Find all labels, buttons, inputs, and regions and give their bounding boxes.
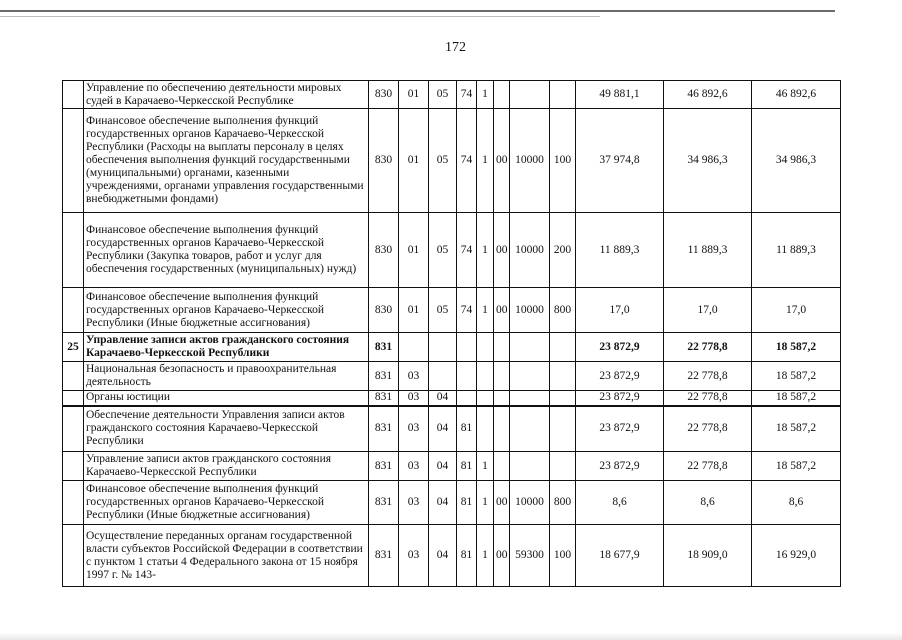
amount-year-1: 37 974,8 xyxy=(576,109,664,213)
code-vr: 100 xyxy=(550,525,576,587)
code-direction xyxy=(510,406,550,452)
code-program xyxy=(457,362,477,391)
code-rz: 03 xyxy=(399,481,429,525)
code-pr: 05 xyxy=(429,288,457,333)
code-direction: 10000 xyxy=(510,288,550,333)
top-border-line-faint xyxy=(0,16,600,17)
row-index xyxy=(63,213,84,288)
code-ved: 831 xyxy=(369,525,399,587)
code-vr: 800 xyxy=(550,481,576,525)
row-index: 25 xyxy=(63,333,84,362)
table-row xyxy=(63,391,841,406)
code-ved: 830 xyxy=(369,81,399,109)
code-vr xyxy=(550,406,576,452)
code-direction xyxy=(510,391,550,406)
code-program: 74 xyxy=(457,288,477,333)
row-name: Управление записи актов гражданского состояния Карачаево-Черкесской Республики xyxy=(84,333,369,362)
code-program xyxy=(457,391,477,406)
code-ved: 830 xyxy=(369,213,399,288)
code-direction: 10000 xyxy=(510,481,550,525)
table-row xyxy=(63,109,841,213)
row-name: Обеспечение деятельности Управления записи актов гражданского состояния Карачаево-Черкесской Республики xyxy=(84,406,369,452)
amount-year-2: 46 892,6 xyxy=(664,81,752,109)
code-pr xyxy=(429,333,457,362)
amount-year-1: 23 872,9 xyxy=(576,452,664,481)
amount-year-1: 23 872,9 xyxy=(576,391,664,406)
code-vr xyxy=(550,81,576,109)
code-program: 74 xyxy=(457,213,477,288)
row-index xyxy=(63,109,84,213)
code-subprogram: 1 xyxy=(477,452,494,481)
code-rz: 01 xyxy=(399,109,429,213)
code-ved: 831 xyxy=(369,362,399,391)
code-program: 74 xyxy=(457,81,477,109)
code-subprogram xyxy=(477,391,494,406)
row-name: Финансовое обеспечение выполнения функций государственных органов Карачаево-Черкесской Республики (Закупка товаров, работ и услуг для обеспечения государственных (муниципальных) нужд) xyxy=(84,213,369,288)
code-pr: 05 xyxy=(429,213,457,288)
row-name: Осуществление переданных органам государственной власти субъектов Российской Федерации в соответствии с пунктом 1 статьи 4 Федерального закона от 15 ноября 1997 г. № 143- xyxy=(84,525,369,587)
amount-year-1: 23 872,9 xyxy=(576,362,664,391)
row-index xyxy=(63,481,84,525)
row-name: Финансовое обеспечение выполнения функций государственных органов Карачаево-Черкесской Республики (Иные бюджетные ассигнования) xyxy=(84,481,369,525)
code-main-event xyxy=(494,406,510,452)
code-program: 81 xyxy=(457,525,477,587)
code-main-event: 00 xyxy=(494,109,510,213)
amount-year-3: 18 587,2 xyxy=(752,391,841,406)
code-vr xyxy=(550,391,576,406)
code-subprogram: 1 xyxy=(477,213,494,288)
code-pr: 04 xyxy=(429,406,457,452)
code-direction: 59300 xyxy=(510,525,550,587)
code-program: 81 xyxy=(457,406,477,452)
row-index xyxy=(63,525,84,587)
code-subprogram: 1 xyxy=(477,525,494,587)
code-rz: 03 xyxy=(399,525,429,587)
code-ved: 830 xyxy=(369,109,399,213)
row-name: Финансовое обеспечение выполнения функций государственных органов Карачаево-Черкесской Республики (Иные бюджетные ассигнования) xyxy=(84,288,369,333)
amount-year-2: 22 778,8 xyxy=(664,452,752,481)
code-program xyxy=(457,333,477,362)
code-subprogram xyxy=(477,362,494,391)
row-index xyxy=(63,391,84,406)
code-ved: 831 xyxy=(369,406,399,452)
row-index xyxy=(63,288,84,333)
row-index xyxy=(63,81,84,109)
code-vr xyxy=(550,333,576,362)
amount-year-3: 8,6 xyxy=(752,481,841,525)
amount-year-3: 16 929,0 xyxy=(752,525,841,587)
amount-year-2: 11 889,3 xyxy=(664,213,752,288)
code-ved: 831 xyxy=(369,481,399,525)
amount-year-1: 49 881,1 xyxy=(576,81,664,109)
code-program: 81 xyxy=(457,452,477,481)
table-row xyxy=(63,452,841,481)
code-direction xyxy=(510,362,550,391)
table-row xyxy=(63,362,841,391)
amount-year-1: 23 872,9 xyxy=(576,406,664,452)
code-rz: 01 xyxy=(399,81,429,109)
page-number: 172 xyxy=(445,40,466,55)
table-row xyxy=(63,406,841,452)
table-row xyxy=(63,288,841,333)
code-rz: 03 xyxy=(399,452,429,481)
amount-year-2: 34 986,3 xyxy=(664,109,752,213)
code-ved: 831 xyxy=(369,391,399,406)
amount-year-3: 18 587,2 xyxy=(752,406,841,452)
code-subprogram xyxy=(477,406,494,452)
row-name: Управление записи актов гражданского состояния Карачаево-Черкесской Республики xyxy=(84,452,369,481)
table-row xyxy=(63,81,841,109)
code-main-event: 00 xyxy=(494,481,510,525)
code-direction: 10000 xyxy=(510,109,550,213)
code-direction xyxy=(510,333,550,362)
amount-year-1: 18 677,9 xyxy=(576,525,664,587)
amount-year-1: 23 872,9 xyxy=(576,333,664,362)
code-direction xyxy=(510,452,550,481)
code-main-event xyxy=(494,333,510,362)
row-name: Управление по обеспечению деятельности мировых судей в Карачаево-Черкесской Республике xyxy=(84,81,369,109)
code-rz: 03 xyxy=(399,362,429,391)
amount-year-2: 22 778,8 xyxy=(664,333,752,362)
amount-year-2: 22 778,8 xyxy=(664,391,752,406)
code-main-event: 00 xyxy=(494,288,510,333)
amount-year-3: 18 587,2 xyxy=(752,333,841,362)
code-pr: 05 xyxy=(429,109,457,213)
code-vr: 100 xyxy=(550,109,576,213)
code-rz: 03 xyxy=(399,391,429,406)
amount-year-3: 34 986,3 xyxy=(752,109,841,213)
amount-year-2: 17,0 xyxy=(664,288,752,333)
code-vr: 200 xyxy=(550,213,576,288)
amount-year-2: 8,6 xyxy=(664,481,752,525)
code-pr xyxy=(429,362,457,391)
code-vr: 800 xyxy=(550,288,576,333)
row-name: Национальная безопасность и правоохранительная деятельность xyxy=(84,362,369,391)
amount-year-3: 46 892,6 xyxy=(752,81,841,109)
code-rz xyxy=(399,333,429,362)
table-row xyxy=(63,525,841,587)
code-pr: 05 xyxy=(429,81,457,109)
amount-year-3: 18 587,2 xyxy=(752,362,841,391)
code-subprogram: 1 xyxy=(477,81,494,109)
code-main-event xyxy=(494,81,510,109)
code-direction: 10000 xyxy=(510,213,550,288)
amount-year-1: 8,6 xyxy=(576,481,664,525)
code-main-event xyxy=(494,362,510,391)
code-vr xyxy=(550,452,576,481)
top-border-line xyxy=(0,10,835,12)
code-main-event: 00 xyxy=(494,213,510,288)
row-index xyxy=(63,452,84,481)
code-main-event: 00 xyxy=(494,525,510,587)
row-index xyxy=(63,406,84,452)
amount-year-3: 17,0 xyxy=(752,288,841,333)
code-subprogram: 1 xyxy=(477,481,494,525)
code-subprogram xyxy=(477,333,494,362)
code-pr: 04 xyxy=(429,525,457,587)
budget-table xyxy=(62,80,841,587)
code-rz: 01 xyxy=(399,288,429,333)
amount-year-2: 18 909,0 xyxy=(664,525,752,587)
table-row xyxy=(63,481,841,525)
code-direction xyxy=(510,81,550,109)
amount-year-1: 11 889,3 xyxy=(576,213,664,288)
code-subprogram: 1 xyxy=(477,109,494,213)
code-rz: 03 xyxy=(399,406,429,452)
code-ved: 830 xyxy=(369,288,399,333)
code-ved: 831 xyxy=(369,333,399,362)
table-body xyxy=(63,81,841,587)
code-main-event xyxy=(494,452,510,481)
row-name: Финансовое обеспечение выполнения функций государственных органов Карачаево-Черкесской Республики (Расходы на выплаты персоналу в целях обеспечения выполнения функций государственными (муниципальными) органами, казенными учреждениями, органами управления государственными внебюджетными фондами) xyxy=(84,109,369,213)
code-subprogram: 1 xyxy=(477,288,494,333)
table-row xyxy=(63,213,841,288)
code-rz: 01 xyxy=(399,213,429,288)
code-pr: 04 xyxy=(429,452,457,481)
amount-year-3: 11 889,3 xyxy=(752,213,841,288)
code-ved: 831 xyxy=(369,452,399,481)
amount-year-1: 17,0 xyxy=(576,288,664,333)
scan-edge-shadow xyxy=(0,632,902,640)
amount-year-3: 18 587,2 xyxy=(752,452,841,481)
code-pr: 04 xyxy=(429,481,457,525)
amount-year-2: 22 778,8 xyxy=(664,362,752,391)
code-vr xyxy=(550,362,576,391)
amount-year-2: 22 778,8 xyxy=(664,406,752,452)
row-index xyxy=(63,362,84,391)
code-program: 74 xyxy=(457,109,477,213)
code-program: 81 xyxy=(457,481,477,525)
code-main-event xyxy=(494,391,510,406)
row-name: Органы юстиции xyxy=(84,391,369,406)
table-row xyxy=(63,333,841,362)
code-pr: 04 xyxy=(429,391,457,406)
